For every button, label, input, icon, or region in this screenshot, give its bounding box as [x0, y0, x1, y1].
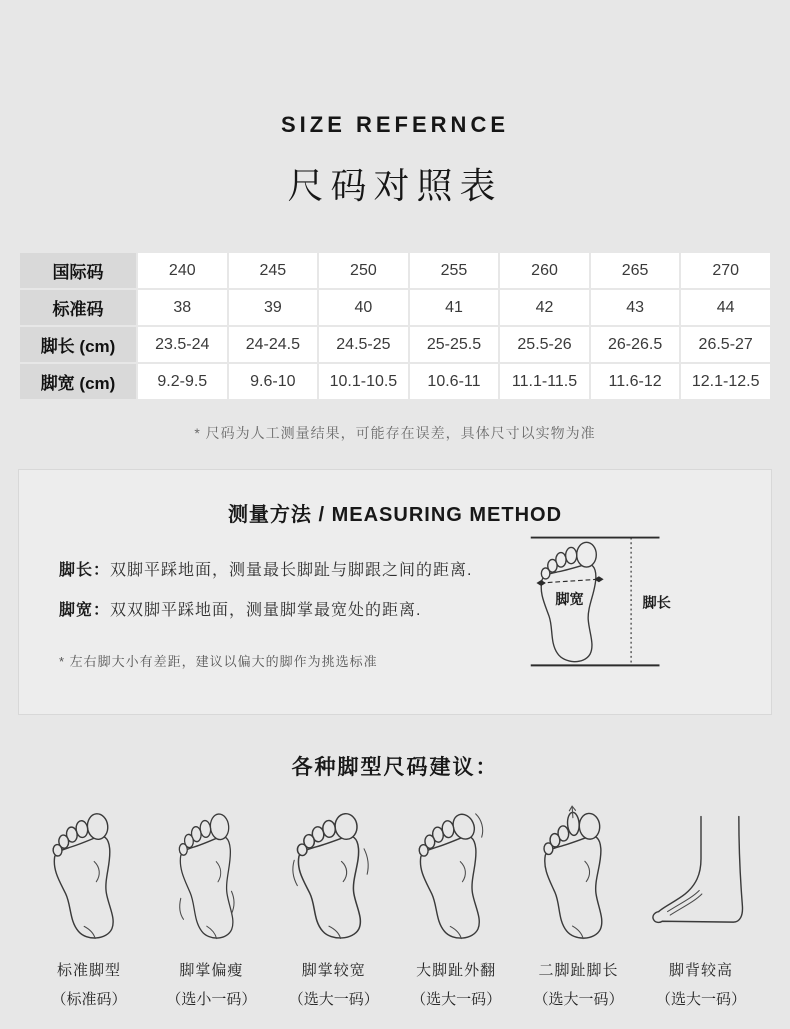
foot-type-advice: （选小一码） [166, 991, 257, 1008]
measuring-disclaimer: * 左右脚大小有差距，建议以偏大的脚作为挑选标准 [59, 654, 378, 669]
foot-art [536, 807, 622, 945]
table-cell: 9.2-9.5 [138, 364, 227, 399]
table-cell: 250 [319, 253, 408, 288]
foot-art [412, 807, 500, 945]
foot-type-advice: （标准码） [51, 991, 127, 1008]
row-header: 脚长 (cm) [20, 327, 136, 362]
table-cell: 39 [229, 290, 318, 325]
table-row-standard [20, 290, 770, 325]
foot-bunion-icon [412, 811, 500, 945]
foot-type-name: 二脚趾脚长 [538, 962, 619, 979]
table-cell: 11.6-12 [591, 364, 680, 399]
table-cell: 24.5-25 [319, 327, 408, 362]
table-cell: 23.5-24 [138, 327, 227, 362]
foot-type-item-wide [275, 807, 393, 1009]
measuring-instructions [59, 551, 559, 670]
table-cell: 44 [681, 290, 770, 325]
table-cell: 41 [410, 290, 499, 325]
instruction-label: 脚宽： [59, 602, 111, 619]
row-header: 脚宽 (cm) [20, 364, 136, 399]
instruction-foot-length [59, 551, 559, 591]
foot-art [287, 807, 381, 945]
foot-type-advice: （选大一码） [533, 991, 624, 1008]
table-cell: 26-26.5 [591, 327, 680, 362]
instruction-foot-width [59, 591, 559, 631]
table-cell: 38 [138, 290, 227, 325]
measuring-method-title: 测量方法 / MEASURING METHOD [227, 504, 563, 526]
foot-standard-icon [46, 811, 132, 945]
instruction-text: 双脚平踩地面，测量最长脚趾与脚跟之间的距离. [110, 562, 473, 579]
foot-type-item-narrow [152, 807, 270, 1009]
row-header: 标准码 [20, 290, 136, 325]
diagram-length-label: 脚长 [642, 595, 671, 612]
table-cell: 25-25.5 [410, 327, 499, 362]
foot-type-advice: （选大一码） [288, 991, 379, 1008]
foot-art [169, 807, 253, 945]
table-cell: 43 [591, 290, 680, 325]
table-cell: 11.1-11.5 [500, 364, 589, 399]
foot-narrow-icon [169, 811, 253, 945]
table-cell: 40 [319, 290, 408, 325]
row-header: 国际码 [20, 253, 136, 288]
table-cell: 265 [591, 253, 680, 288]
foot-type-name: 脚掌偏瘦 [179, 962, 244, 979]
table-cell: 24-24.5 [229, 327, 318, 362]
table-cell: 10.6-11 [410, 364, 499, 399]
foot-measure-diagram-icon [525, 530, 705, 672]
page-title: 尺码对照表 [287, 165, 503, 206]
table-cell: 255 [410, 253, 499, 288]
foot-high-instep-icon [648, 813, 754, 945]
table-cell: 25.5-26 [500, 327, 589, 362]
diagram-width-label: 脚宽 [555, 591, 584, 608]
foot-type-name: 大脚趾外翻 [416, 962, 497, 979]
instruction-label: 脚长： [59, 562, 111, 579]
foot-type-advice: （选大一码） [411, 991, 502, 1008]
foot-art [648, 807, 754, 945]
table-cell: 12.1-12.5 [681, 364, 770, 399]
table-cell: 270 [681, 253, 770, 288]
table-row-international [20, 253, 770, 288]
foot-types-title: 各种脚型尺码建议： [291, 756, 499, 779]
foot-type-name: 脚背较高 [668, 962, 733, 979]
table-cell: 240 [138, 253, 227, 288]
table-row-foot-width [20, 364, 770, 399]
table-cell: 42 [500, 290, 589, 325]
foot-type-item-standard [30, 807, 148, 1009]
foot-type-item-bunion [397, 807, 515, 1009]
foot-type-item-long-second-toe [520, 807, 638, 1009]
measuring-method-panel [18, 469, 772, 715]
table-row-foot-length [20, 327, 770, 362]
size-table [18, 251, 772, 401]
title-english: SIZE REFERNCE [280, 112, 510, 137]
foot-type-name: 标准脚型 [56, 962, 121, 979]
foot-long-second-toe-icon [536, 805, 622, 945]
size-table-disclaimer: * 尺码为人工测量结果，可能存在误差，具体尺寸以实物为准 [194, 425, 596, 441]
foot-measure-diagram [525, 530, 705, 677]
table-cell: 260 [500, 253, 589, 288]
foot-types-row [0, 807, 790, 1009]
instruction-text: 双双脚平踩地面，测量脚掌最宽处的距离. [110, 602, 422, 619]
foot-type-advice: （选大一码） [655, 991, 746, 1008]
table-cell: 245 [229, 253, 318, 288]
foot-type-name: 脚掌较宽 [301, 962, 366, 979]
foot-type-item-high-instep [642, 807, 760, 1009]
table-cell: 9.6-10 [229, 364, 318, 399]
table-cell: 10.1-10.5 [319, 364, 408, 399]
foot-wide-icon [287, 811, 381, 945]
table-cell: 26.5-27 [681, 327, 770, 362]
foot-art [46, 807, 132, 945]
